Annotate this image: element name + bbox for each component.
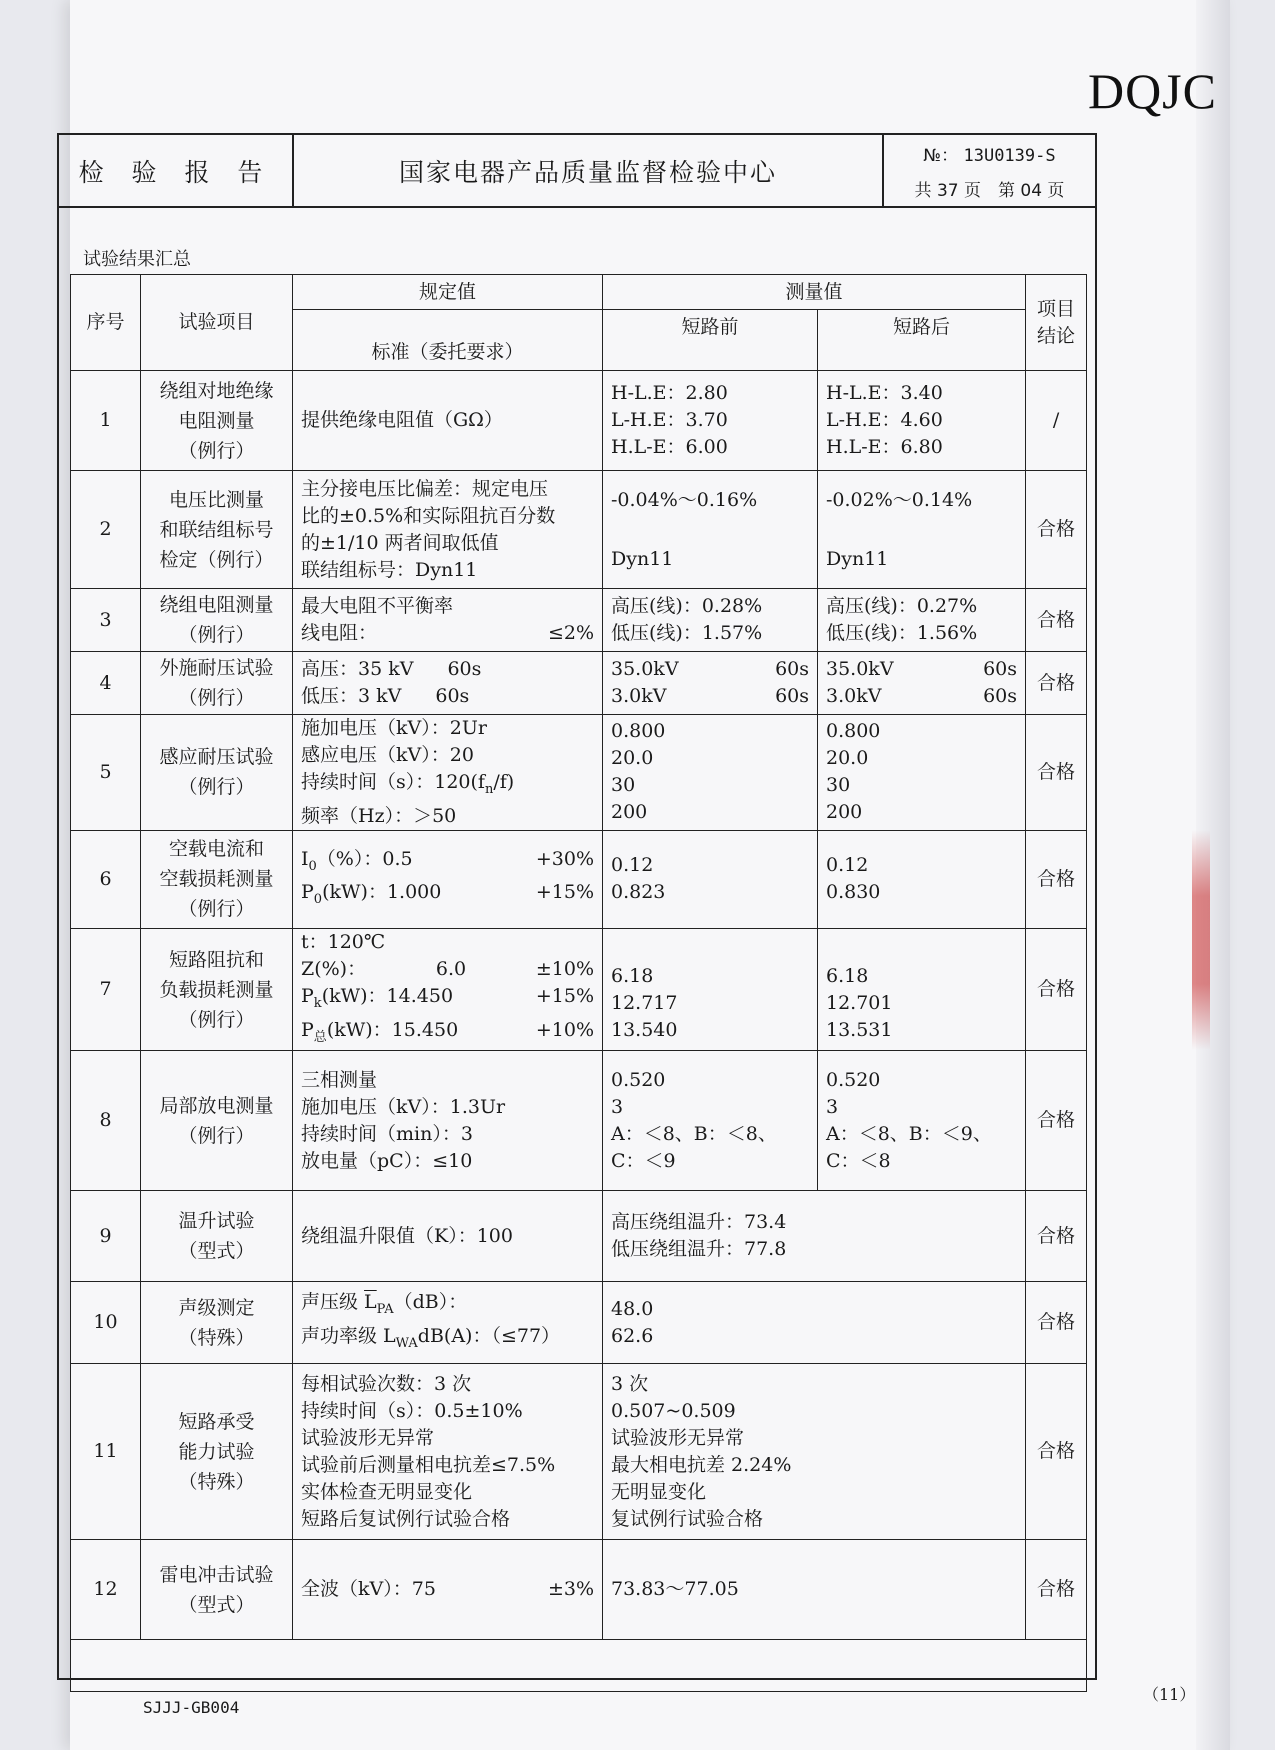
- table-row: [71, 1282, 1087, 1364]
- row-measured: [603, 1191, 1026, 1282]
- row-before: [603, 715, 818, 831]
- row-spec: [293, 715, 603, 831]
- value-line: 复试例行试验合格: [611, 1507, 764, 1530]
- value-line: 0.823: [611, 881, 666, 904]
- report-number-value: 13U0139-S: [963, 145, 1056, 166]
- value-line: 0.520: [611, 1068, 666, 1091]
- row-item-line: 绕组电阻测量: [159, 594, 274, 616]
- row-after: [818, 589, 1026, 652]
- header-institution: 国家电器产品质量监督检验中心: [294, 135, 884, 206]
- spec-value: (kW)：15.450: [326, 1018, 459, 1041]
- row-item-line: 和联结组标号: [159, 518, 274, 541]
- spec-line: [301, 683, 594, 710]
- row-item-line: 空载损耗测量: [159, 868, 274, 891]
- row-item: [141, 1282, 293, 1364]
- table-row: [71, 830, 1087, 928]
- value: 3.0kV: [611, 685, 667, 707]
- row-conclusion: 合格: [1026, 830, 1087, 928]
- row-no: 4: [71, 652, 141, 715]
- row-before: [603, 652, 818, 715]
- row-no: 6: [71, 830, 141, 928]
- form-code: SJJJ-GB004: [143, 1698, 240, 1717]
- spec-line: 感应电压（kV）：20: [301, 744, 474, 766]
- value-line: 最大相电抗差 2.24%: [611, 1453, 792, 1476]
- value: 3.0kV: [826, 685, 882, 707]
- row-before: [603, 589, 818, 652]
- report-header: [57, 133, 1097, 208]
- spec-duration: 60s: [435, 685, 470, 707]
- spec-line: [301, 956, 594, 983]
- spec-line: 联结组标号：Dyn11: [301, 558, 478, 581]
- spec-line: 持续时间（min）：3: [301, 1122, 473, 1145]
- row-after: [818, 830, 1026, 928]
- col-header-spec: 规定值: [293, 275, 603, 310]
- page-count: 共 37 页 第 04 页: [914, 180, 1065, 201]
- row-conclusion: /: [1026, 371, 1087, 471]
- value-line: -0.02%～0.14%: [826, 488, 973, 511]
- value-line: C：＜9: [611, 1149, 676, 1172]
- spec-line: [301, 846, 594, 880]
- row-spec: 绕组温升限值（K）：100: [293, 1191, 603, 1282]
- row-no: 5: [71, 715, 141, 831]
- spec-line: [301, 1323, 594, 1357]
- spec-text: （dB）：: [393, 1291, 468, 1314]
- spec-line: 每相试验次数：3 次: [301, 1372, 472, 1395]
- value-line: 13.531: [826, 1018, 893, 1041]
- table-row: [71, 1051, 1087, 1191]
- col-header-measured: 测量值: [603, 275, 1026, 310]
- spec-text: 持续时间（s）：120(f: [301, 771, 485, 793]
- row-item: [141, 471, 293, 589]
- value-line: 30: [611, 774, 636, 797]
- spec-symbol: P: [301, 881, 314, 904]
- row-item: [141, 1051, 293, 1191]
- spec-tolerance: +15%: [535, 984, 594, 1007]
- value-line: A：＜8、B：＜9、: [826, 1122, 992, 1145]
- spec-tolerance: +10%: [535, 1018, 594, 1041]
- row-conclusion: 合格: [1026, 589, 1087, 652]
- spec-line: 试验波形无异常: [301, 1426, 435, 1449]
- col-header-conclusion-2: 结论: [1037, 324, 1076, 347]
- spec-label: 线电阻：: [301, 622, 378, 644]
- value: 35.0kV: [826, 658, 894, 680]
- value-line: 12.717: [611, 991, 678, 1014]
- col-header-before: 短路前: [603, 310, 818, 371]
- row-item-line: 电阻测量: [178, 409, 255, 432]
- row-before: [603, 1051, 818, 1191]
- row-item-line: 空载电流和: [168, 838, 264, 861]
- spec-line: [301, 656, 594, 683]
- row-conclusion: 合格: [1026, 1540, 1087, 1640]
- value-line: [611, 656, 809, 683]
- row-item-line: 负载损耗测量: [159, 978, 274, 1001]
- value-line: 200: [611, 801, 648, 824]
- spec-label: Z(%)：: [301, 957, 367, 980]
- row-conclusion: 合格: [1026, 715, 1087, 831]
- table-row: [71, 589, 1087, 652]
- spec-tolerance: ±10%: [535, 957, 594, 980]
- row-spec: [293, 928, 603, 1051]
- spec-subscript: 0: [313, 892, 323, 908]
- value-line: L-H.E：3.70: [611, 409, 728, 431]
- duration: 60s: [983, 658, 1018, 680]
- row-no: 9: [71, 1191, 141, 1282]
- spec-value: 全波（kV）：75: [301, 1578, 436, 1601]
- value-line: Dyn11: [611, 547, 674, 570]
- row-item-line: （型式）: [178, 1593, 255, 1616]
- row-item: [141, 830, 293, 928]
- value-line: C：＜8: [826, 1149, 891, 1172]
- row-item-line: 局部放电测量: [159, 1094, 274, 1117]
- row-spec: [293, 1540, 603, 1640]
- spec-value: (kW)：1.000: [322, 881, 442, 904]
- row-item-line: （特殊）: [178, 1326, 255, 1349]
- value-line: [826, 683, 1017, 710]
- row-spec: [293, 1282, 603, 1364]
- value-line: 高压(线)：0.28%: [611, 595, 763, 617]
- row-item-line: 能力试验: [178, 1440, 255, 1463]
- brand-logo: DQJC: [1087, 63, 1217, 119]
- row-item-line: （例行）: [178, 687, 255, 709]
- row-item: [141, 652, 293, 715]
- value-line: 0.800: [826, 720, 881, 743]
- value-line: H.L-E：6.80: [826, 436, 943, 458]
- value-line: 20.0: [611, 747, 654, 770]
- row-item-line: （例行）: [178, 1008, 255, 1031]
- value-line: 0.520: [826, 1068, 881, 1091]
- value-line: 13.540: [611, 1018, 678, 1041]
- spec-value: 低压：3 kV: [301, 685, 402, 707]
- page-number: （11）: [1143, 1685, 1196, 1704]
- row-conclusion: 合格: [1026, 1191, 1087, 1282]
- row-no: 7: [71, 928, 141, 1051]
- row-item-line: 外施耐压试验: [159, 657, 274, 679]
- value-line: H-L.E：3.40: [826, 382, 943, 404]
- table-row: [71, 652, 1087, 715]
- spec-value: 高压：35 kV: [301, 658, 414, 680]
- spec-symbol: P: [301, 1018, 314, 1041]
- value-line: L-H.E：4.60: [826, 409, 943, 431]
- spec-tolerance: ±3%: [547, 1578, 594, 1601]
- row-item-line: （例行）: [178, 898, 255, 921]
- row-no: 1: [71, 371, 141, 471]
- row-conclusion: 合格: [1026, 652, 1087, 715]
- empty-row: [71, 1640, 1087, 1692]
- spec-line: [301, 1289, 594, 1323]
- row-before: [603, 928, 818, 1051]
- spec-limit: ≤2%: [547, 622, 594, 644]
- row-item-line: 感应耐压试验: [159, 746, 274, 769]
- row-item-line: 绕组对地绝缘: [159, 379, 274, 402]
- table-row: [71, 715, 1087, 831]
- row-item-line: 电压比测量: [168, 488, 264, 511]
- row-before: [603, 830, 818, 928]
- value-line: A：＜8、B：＜8、: [611, 1122, 777, 1145]
- row-conclusion: 合格: [1026, 1051, 1087, 1191]
- report-number: [923, 141, 1055, 166]
- value-line: 低压(线)：1.57%: [611, 622, 763, 644]
- spec-subscript: PA: [376, 1301, 394, 1317]
- row-after: [818, 715, 1026, 831]
- row-after: [818, 652, 1026, 715]
- row-item-line: （特殊）: [178, 1470, 255, 1493]
- row-conclusion: 合格: [1026, 1282, 1087, 1364]
- spec-text: dB(A)：（≤77）: [417, 1324, 561, 1347]
- spec-line: 三相测量: [301, 1068, 378, 1091]
- row-item-line: （例行）: [178, 439, 255, 462]
- spec-line: 比的±0.5%和实际阻抗百分数: [301, 504, 556, 527]
- row-after: [818, 471, 1026, 589]
- row-item-line: 短路阻抗和: [168, 948, 264, 971]
- row-spec: [293, 1051, 603, 1191]
- table-row: [71, 471, 1087, 589]
- value-line: 30: [826, 774, 851, 797]
- value-line: 0.12: [826, 854, 869, 877]
- value-line: 48.0: [611, 1297, 654, 1320]
- row-spec: [293, 1364, 603, 1540]
- row-item-line: （型式）: [178, 1240, 255, 1263]
- value-line: 62.6: [611, 1324, 654, 1347]
- col-header-conclusion: [1026, 275, 1087, 371]
- row-item: [141, 589, 293, 652]
- spec-text: /f): [493, 771, 515, 793]
- value-line: 无明显变化: [611, 1480, 707, 1503]
- report-number-label: №：: [923, 145, 959, 166]
- row-item-line: 温升试验: [178, 1210, 255, 1233]
- spec-subscript: k: [313, 995, 322, 1011]
- spec-value: (kW)：14.450: [321, 984, 454, 1007]
- spec-line: 最大电阻不平衡率: [301, 595, 454, 617]
- value-line: Dyn11: [826, 547, 889, 570]
- row-after: [818, 1051, 1026, 1191]
- value-line: 3: [611, 1095, 624, 1118]
- spec-line: 主分接电压比偏差：规定电压: [301, 477, 549, 500]
- value-line: 3: [826, 1095, 839, 1118]
- spec-subscript: 0: [308, 858, 317, 874]
- value-line: 低压绕组温升：77.8: [611, 1238, 787, 1261]
- spec-text: 声压级: [301, 1291, 365, 1314]
- section-title: 试验结果汇总: [83, 249, 191, 270]
- spec-line: [301, 1576, 594, 1603]
- row-measured: [603, 1364, 1026, 1540]
- results-summary-table: [70, 274, 1087, 1692]
- red-seal-edge: [1192, 830, 1210, 1050]
- row-spec: [293, 471, 603, 589]
- spec-subscript: WA: [395, 1335, 418, 1351]
- spec-value: （%）：0.5: [316, 847, 413, 870]
- spec-line: [301, 769, 594, 803]
- value-line: 低压(线)：1.56%: [826, 622, 978, 644]
- spec-line: [301, 879, 594, 913]
- spec-subscript: 总: [313, 1029, 327, 1045]
- row-item-line: （例行）: [178, 776, 255, 799]
- value-line: 6.18: [611, 964, 654, 987]
- value-line: H.L-E：6.00: [611, 436, 728, 458]
- value-line: 0.830: [826, 881, 881, 904]
- row-item: [141, 1364, 293, 1540]
- row-item-line: 雷电冲击试验: [159, 1563, 274, 1586]
- spec-symbol: $\overline{L}$: [364, 1291, 377, 1314]
- value-line: 20.0: [826, 747, 869, 770]
- row-after: [818, 371, 1026, 471]
- spec-value: 6.0: [435, 957, 467, 980]
- value-line: 12.701: [826, 991, 893, 1014]
- row-conclusion: 合格: [1026, 928, 1087, 1051]
- row-spec: [293, 652, 603, 715]
- value-line: 3 次: [611, 1372, 649, 1395]
- row-item-line: （例行）: [178, 1124, 255, 1147]
- value: 35.0kV: [611, 658, 679, 680]
- value-line: 0.800: [611, 720, 666, 743]
- spec-line: [301, 1017, 594, 1051]
- spec-tolerance: +30%: [535, 847, 594, 870]
- header-report-info: [884, 135, 1095, 206]
- row-before: [603, 371, 818, 471]
- table-row: [71, 1191, 1087, 1282]
- table-row: [71, 371, 1087, 471]
- row-spec: 提供绝缘电阻值（GΩ）: [293, 371, 603, 471]
- col-header-item: 试验项目: [141, 275, 293, 371]
- value-line: H-L.E：2.80: [611, 382, 728, 404]
- spec-line: 实体检查无明显变化: [301, 1480, 473, 1503]
- row-no: 3: [71, 589, 141, 652]
- spec-line: [301, 620, 594, 647]
- row-item: [141, 928, 293, 1051]
- row-no: 10: [71, 1282, 141, 1364]
- row-no: 11: [71, 1364, 141, 1540]
- spec-symbol: P: [301, 984, 314, 1007]
- header-report-type: 检 验 报 告: [59, 135, 294, 206]
- table-row: [71, 1540, 1087, 1640]
- row-before: [603, 471, 818, 589]
- col-header-after: 短路后: [818, 310, 1026, 371]
- spec-symbol: I: [301, 847, 309, 870]
- row-no: 8: [71, 1051, 141, 1191]
- row-item: [141, 715, 293, 831]
- value-line: -0.04%～0.16%: [611, 488, 758, 511]
- row-item: [141, 1191, 293, 1282]
- value-line: 73.83～77.05: [611, 1578, 739, 1601]
- row-item: [141, 371, 293, 471]
- value-line: 0.507~0.509: [611, 1399, 736, 1422]
- empty-cell: [71, 1640, 1087, 1692]
- spec-line: 频率（Hz）：＞50: [301, 804, 457, 827]
- spec-line: 试验前后测量相电抗差≤7.5%: [301, 1453, 556, 1476]
- col-header-conclusion-1: 项目: [1037, 297, 1076, 320]
- spec-tolerance: +15%: [535, 881, 594, 904]
- value-line: 0.12: [611, 854, 654, 877]
- row-item-line: （例行）: [178, 624, 255, 646]
- row-measured: [603, 1540, 1026, 1640]
- row-measured: [603, 1282, 1026, 1364]
- row-item-line: 短路承受: [178, 1410, 255, 1433]
- spec-line: 施加电压（kV）：2Ur: [301, 717, 487, 739]
- duration: 60s: [775, 658, 809, 680]
- spec-duration: 60s: [447, 658, 482, 680]
- spec-subscript: n: [484, 781, 494, 797]
- row-no: 2: [71, 471, 141, 589]
- row-conclusion: 合格: [1026, 1364, 1087, 1540]
- row-item-line: 声级测定: [178, 1296, 255, 1319]
- row-spec: [293, 589, 603, 652]
- spec-line: [301, 983, 594, 1017]
- table-header-row: [71, 275, 1087, 310]
- row-item: [141, 1540, 293, 1640]
- spec-line: 短路后复试例行试验合格: [301, 1507, 511, 1530]
- col-header-spec-sub: 标准（委托要求）: [293, 310, 603, 371]
- value-line: 高压(线)：0.27%: [826, 595, 978, 617]
- col-header-no: 序号: [71, 275, 141, 371]
- table-row: [71, 928, 1087, 1051]
- spec-text: 声功率级 L: [301, 1324, 396, 1347]
- spec-line: 的±1/10 两者间取低值: [301, 531, 499, 554]
- row-spec: [293, 830, 603, 928]
- row-item-line: 检定（例行）: [159, 548, 274, 571]
- value-line: 高压绕组温升：73.4: [611, 1211, 787, 1234]
- spec-line: 持续时间（s）：0.5±10%: [301, 1399, 523, 1422]
- value-line: 6.18: [826, 964, 869, 987]
- value-line: [611, 683, 809, 710]
- value-line: [826, 656, 1017, 683]
- spec-line: 施加电压（kV）：1.3Ur: [301, 1095, 506, 1118]
- spec-line: t：120℃: [301, 930, 386, 953]
- row-conclusion: 合格: [1026, 471, 1087, 589]
- row-no: 12: [71, 1540, 141, 1640]
- value-line: 试验波形无异常: [611, 1426, 745, 1449]
- table-row: [71, 1364, 1087, 1540]
- spec-line: 放电量（pC）：≤10: [301, 1149, 473, 1172]
- duration: 60s: [983, 685, 1018, 707]
- duration: 60s: [775, 685, 809, 707]
- value-line: 200: [826, 801, 863, 824]
- row-after: [818, 928, 1026, 1051]
